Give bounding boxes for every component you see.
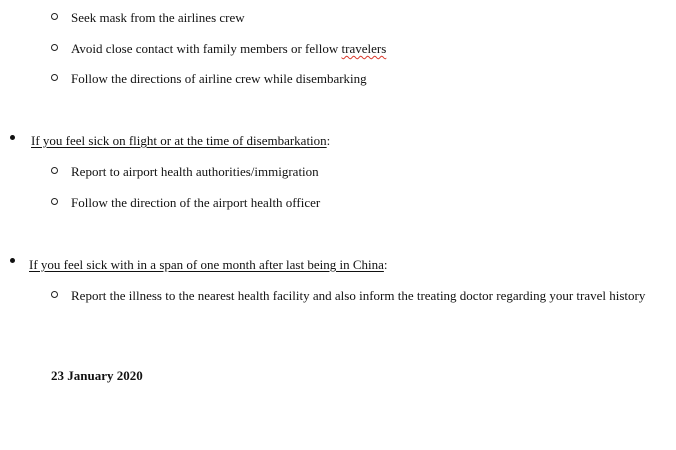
section-heading: If you feel sick on flight or at the time of disembarkation: [31,133,331,148]
bullet-icon [10,135,15,140]
misspelled-word: travelers [341,41,387,56]
sub-bullet-icon [51,74,58,81]
sub-bullet-icon [51,44,58,51]
sub-bullet-icon [51,198,58,205]
section-heading: If you feel sick with in a span of one month after last being in China: [29,257,388,272]
list-item: Follow the direction of the airport health officer [71,195,321,210]
list-item: Seek mask from the airlines crew [71,10,245,25]
sub-bullet-icon [51,291,58,298]
list-item: Follow the directions of airline crew while disembarking [71,71,367,86]
document-date: 23 January 2020 [51,368,143,383]
list-item: Report to airport health authorities/immigration [71,164,319,179]
list-item: Report the illness to the nearest health facility and also inform the treating doctor regarding your travel history [71,288,646,303]
sub-bullet-icon [51,167,58,174]
bullet-icon [10,258,15,263]
sub-bullet-icon [51,13,58,20]
list-item: Avoid close contact with family members or fellow travelers [71,41,387,56]
